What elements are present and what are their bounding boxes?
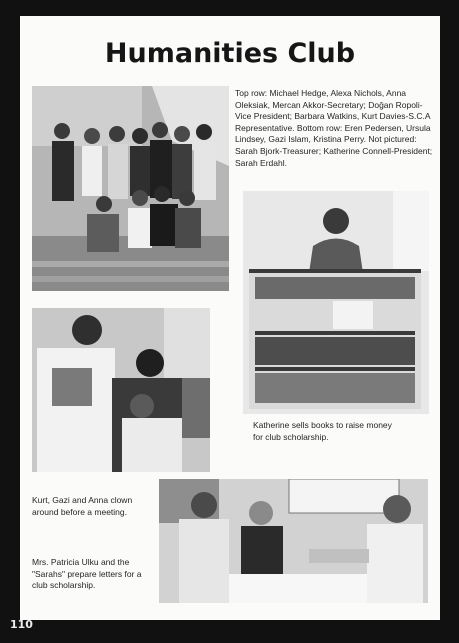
yearbook-page xyxy=(20,16,440,620)
book-sale-caption: Katherine sells books to raise money for club scholarship. xyxy=(253,420,392,442)
page-title: Humanities Club xyxy=(104,38,356,69)
club-members-caption: Top row: Michael Hedge, Alexa Nichols, Anna Oleksiak, Mercan Akkor-Secretary; Doğan Ropoli-Vice President; Barbara Watkins, Kurt Davies-S.C.A Representative. Bottom row: Eren Pedersen, Ursula Lindsey, Gazi Islam, Kristina Perry. Not pictured: Sarah Bjork-Treasurer; Katherine Connell-President; Sarah Erdahl. xyxy=(235,88,433,168)
book-sale-photo xyxy=(243,191,429,414)
kurt-gazi-anna-photo xyxy=(32,308,210,472)
kurt-gazi-anna-caption: Kurt, Gazi and Anna clown around before a meeting. xyxy=(32,495,133,517)
page-number: 110 xyxy=(10,618,33,631)
group-photo xyxy=(32,86,229,291)
letters-caption: Mrs. Patricia Ulku and the "Sarahs" prepare letters for a club scholarship. xyxy=(32,557,142,591)
letters-photo xyxy=(159,479,428,603)
